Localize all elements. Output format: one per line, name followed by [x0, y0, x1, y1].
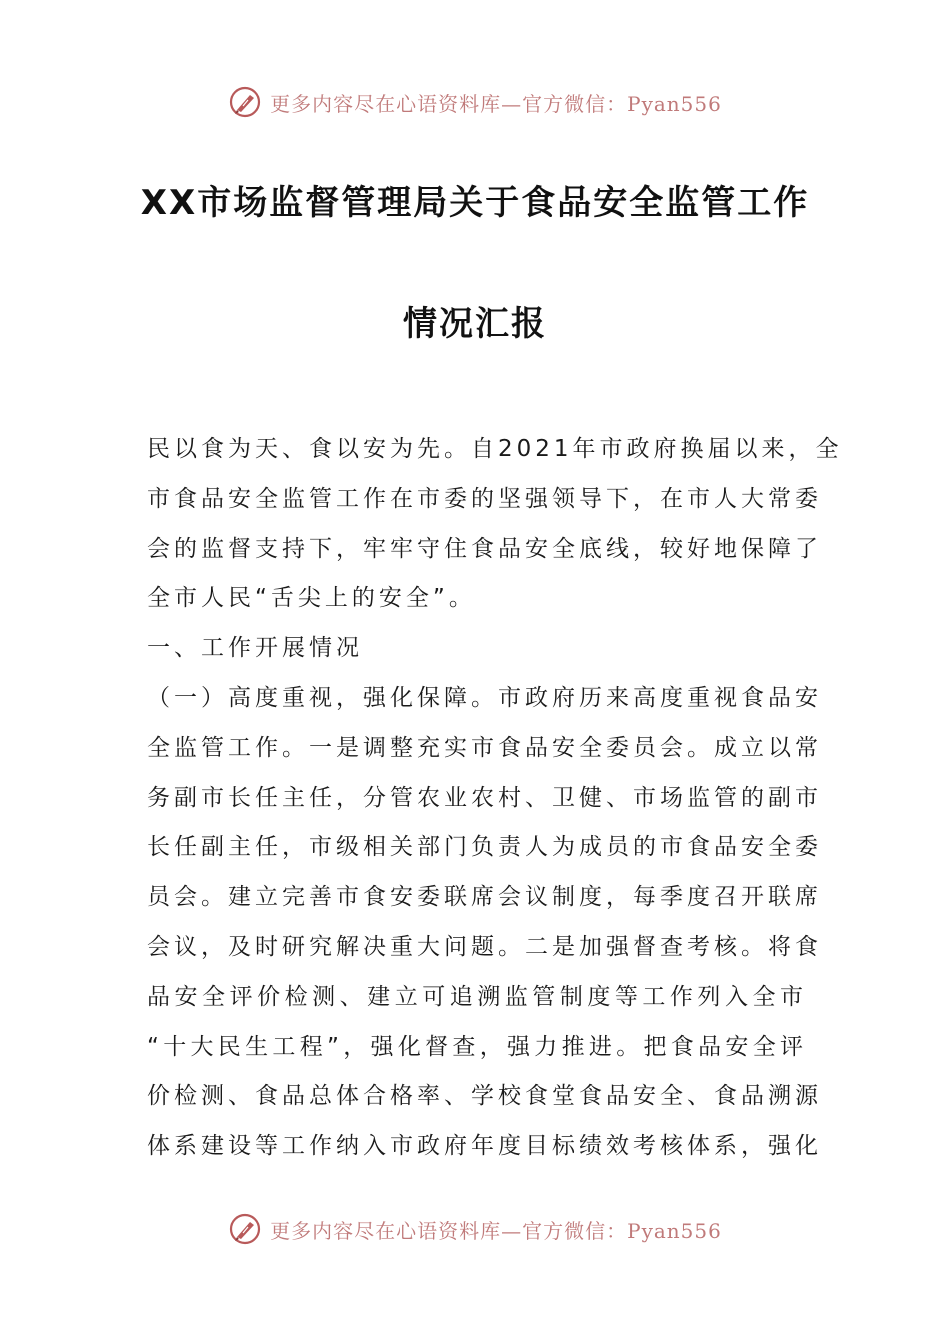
watermark-text: 更多内容尽在心语资料库—官方微信：Pyan556	[270, 1218, 722, 1243]
document-title-line-1: XX市场监督管理局关于食品安全监管工作	[140, 183, 810, 223]
body-line: 品安全评价检测、建立可追溯监管制度等工作列入全市	[147, 983, 807, 1010]
document-body	[147, 425, 843, 1172]
watermark-text: 更多内容尽在心语资料库—官方微信：Pyan556	[270, 91, 722, 116]
footer-watermark-banner	[0, 1209, 950, 1249]
header-watermark-banner	[0, 82, 950, 122]
body-line: 全监管工作。一是调整充实市食品安全委员会。成立以常	[147, 734, 822, 761]
body-line: （一）高度重视，强化保障。市政府历来高度重视食品安	[147, 684, 822, 711]
body-line: 民以食为天、食以安为先。自2021年市政府换届以来，全	[147, 436, 843, 462]
body-line: “十大民生工程”，强化督查，强力推进。把食品安全评	[147, 1033, 807, 1060]
pen-nib-logo-icon	[228, 85, 262, 119]
body-line: 市食品安全监管工作在市委的坚强领导下，在市人大常委	[147, 485, 822, 512]
body-line: 会议，及时研究解决重大问题。二是加强督查考核。将食	[147, 933, 822, 960]
body-line: 价检测、食品总体合格率、学校食堂食品安全、食品溯源	[147, 1083, 822, 1110]
body-line: 员会。建立完善市食安委联席会议制度，每季度召开联席	[147, 884, 822, 911]
body-line: 体系建设等工作纳入市政府年度目标绩效考核体系，强化	[147, 1133, 822, 1160]
body-line: 全市人民“舌尖上的安全”。	[147, 585, 476, 612]
pen-nib-logo-icon	[228, 1212, 262, 1246]
body-line: 务副市长任主任，分管农业农村、卫健、市场监管的副市	[147, 784, 822, 811]
section-heading: 一、工作开展情况	[147, 635, 363, 662]
body-line: 会的监督支持下，牢牢守住食品安全底线，较好地保障了	[147, 535, 822, 562]
body-line: 长任副主任，市级相关部门负责人为成员的市食品安全委	[147, 834, 822, 861]
document-title-line-2: 情况汇报	[403, 304, 547, 344]
